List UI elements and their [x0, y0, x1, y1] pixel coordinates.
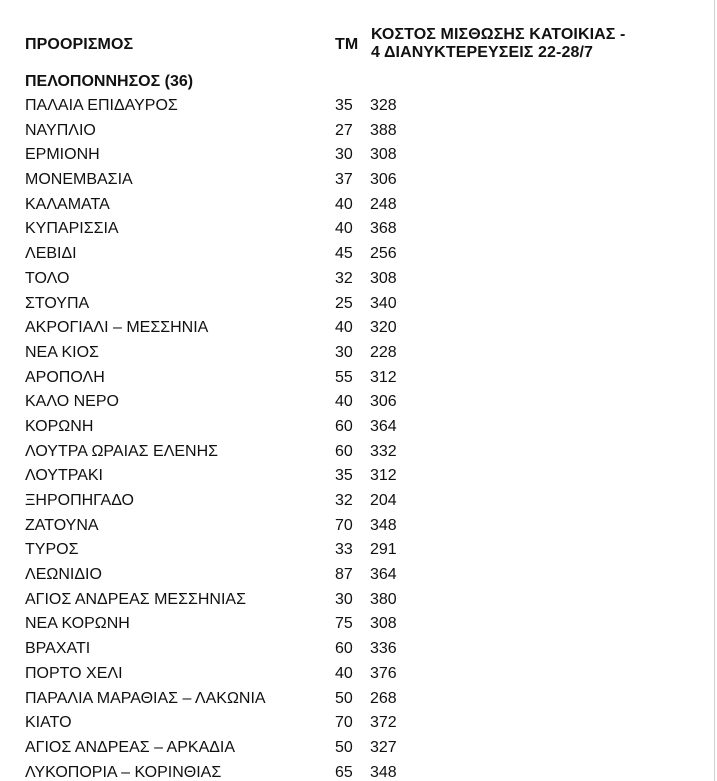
cost-value: 388	[370, 121, 397, 139]
table-row	[25, 292, 705, 317]
sqm-value: 50	[335, 689, 353, 707]
destination-name: ΛΥΚΟΠΟΡΙΑ – ΚΟΡΙΝΘΙΑΣ	[25, 763, 222, 781]
sqm-value: 37	[335, 171, 353, 189]
table-row	[25, 711, 705, 736]
table-row	[25, 736, 705, 761]
cost-value: 308	[370, 269, 397, 287]
sqm-value: 60	[335, 417, 353, 435]
destination-name: ΚΑΛΑΜΑΤΑ	[25, 195, 110, 213]
destination-name: ΚΟΡΩΝΗ	[25, 417, 94, 435]
sqm-value: 40	[335, 220, 353, 238]
sqm-value: 50	[335, 738, 353, 756]
table-row	[25, 489, 705, 514]
cost-value: 256	[370, 245, 397, 263]
header-cost	[371, 26, 701, 62]
cost-value: 380	[370, 590, 397, 608]
table-row	[25, 687, 705, 712]
sqm-value: 35	[335, 467, 353, 485]
table-row	[25, 563, 705, 588]
table-body	[25, 94, 705, 781]
cost-value: 348	[370, 516, 397, 534]
sqm-value: 40	[335, 393, 353, 411]
cost-value: 248	[370, 195, 397, 213]
region-heading: ΠΕΛΟΠΟΝΝΗΣΟΣ (36)	[25, 73, 194, 90]
cost-value: 336	[370, 640, 397, 658]
table-row	[25, 242, 705, 267]
cost-value: 204	[370, 492, 397, 509]
destination-name: ΚΑΛΟ ΝΕΡΟ	[25, 393, 119, 411]
header-destination: ΠΡΟΟΡΙΣΜΟΣ	[25, 36, 134, 53]
cost-value: 372	[370, 714, 397, 732]
destination-name: ΖΑΤΟΥΝΑ	[25, 516, 99, 534]
sqm-value: 45	[335, 245, 353, 263]
sqm-value: 30	[335, 590, 353, 608]
destination-name: ΚΥΠΑΡΙΣΣΙΑ	[25, 220, 119, 238]
table-row	[25, 415, 705, 440]
destination-name: ΑΡΟΠΟΛΗ	[25, 368, 105, 386]
table-row	[25, 662, 705, 687]
cost-value: 306	[370, 171, 397, 189]
cost-value: 320	[370, 319, 397, 337]
sqm-value: 25	[335, 294, 353, 312]
sqm-value: 60	[335, 640, 353, 658]
cost-value: 291	[370, 541, 397, 559]
table-row	[25, 588, 705, 613]
table-row	[25, 341, 705, 366]
table-row	[25, 94, 705, 119]
table-row	[25, 637, 705, 662]
cost-value: 368	[370, 220, 397, 238]
cost-value: 228	[370, 343, 397, 361]
sqm-value: 30	[335, 146, 353, 164]
table-row	[25, 143, 705, 168]
cost-value: 348	[370, 763, 397, 781]
destination-name: ΒΡΑΧΑΤΙ	[25, 640, 91, 658]
destination-name: ΑΓΙΟΣ ΑΝΔΡΕΑΣ ΜΕΣΣΗΝΙΑΣ	[25, 590, 246, 608]
destination-name: ΠΑΛΑΙΑ ΕΠΙΔΑΥΡΟΣ	[25, 97, 178, 114]
table-row	[25, 612, 705, 637]
table-row	[25, 193, 705, 218]
sqm-value: 60	[335, 442, 353, 460]
sqm-value: 40	[335, 319, 353, 337]
destination-name: ΚΙΑΤΟ	[25, 714, 72, 732]
table-row	[25, 464, 705, 489]
sqm-value: 35	[335, 97, 353, 114]
destination-name: ΤΥΡΟΣ	[25, 541, 79, 559]
cost-value: 312	[370, 368, 397, 386]
destination-name: ΠΟΡΤΟ ΧΕΛΙ	[25, 664, 123, 682]
table-row	[25, 440, 705, 465]
table-row	[25, 217, 705, 242]
destination-name: ΞΗΡΟΠΗΓΑΔΟ	[25, 492, 134, 509]
cost-value: 332	[370, 442, 397, 460]
sqm-value: 32	[335, 492, 353, 509]
header-cost-line2: 4 ΔΙΑΝΥΚΤΕΡΕΥΣΕΙΣ 22-28/7	[371, 44, 594, 61]
cost-value: 340	[370, 294, 397, 312]
destination-name: ΛΟΥΤΡΑΚΙ	[25, 467, 103, 485]
table-header	[25, 0, 705, 70]
destination-name: ΛΕΩΝΙΔΙΟ	[25, 566, 102, 584]
cost-value: 308	[370, 146, 397, 164]
table-row	[25, 267, 705, 292]
sqm-value: 40	[335, 195, 353, 213]
cost-value: 364	[370, 417, 397, 435]
sqm-value: 70	[335, 516, 353, 534]
sqm-value: 32	[335, 269, 353, 287]
cost-value: 376	[370, 664, 397, 682]
destination-name: ΣΤΟΥΠΑ	[25, 294, 90, 312]
table-row	[25, 761, 705, 781]
destination-name: ΑΓΙΟΣ ΑΝΔΡΕΑΣ – ΑΡΚΑΔΙΑ	[25, 738, 236, 756]
destination-name: ΜΟΝΕΜΒΑΣΙΑ	[25, 171, 133, 189]
table-row	[25, 390, 705, 415]
sqm-value: 65	[335, 763, 353, 781]
cost-value: 364	[370, 566, 397, 584]
cost-value: 327	[370, 738, 397, 756]
sqm-value: 40	[335, 664, 353, 682]
sqm-value: 30	[335, 343, 353, 361]
header-cost-line1: ΚΟΣΤΟΣ ΜΙΣΘΩΣΗΣ ΚΑΤΟΙΚΙΑΣ -	[371, 26, 626, 43]
destination-name: ΤΟΛΟ	[25, 269, 70, 287]
destination-name: ΕΡΜΙΟΝΗ	[25, 146, 100, 164]
cost-value: 308	[370, 615, 397, 633]
destination-name: ΝΕΑ ΚΙΟΣ	[25, 343, 99, 361]
cost-value: 328	[370, 97, 397, 114]
table-row	[25, 168, 705, 193]
sqm-value: 33	[335, 541, 353, 559]
cost-value: 312	[370, 467, 397, 485]
sqm-value: 27	[335, 121, 353, 139]
destination-name: ΝΕΑ ΚΟΡΩΝΗ	[25, 615, 130, 633]
cost-value: 306	[370, 393, 397, 411]
destination-name: ΛΕΒΙΔΙ	[25, 245, 77, 263]
destination-name: ΑΚΡΟΓΙΑΛΙ – ΜΕΣΣΗΝΙΑ	[25, 319, 209, 337]
sqm-value: 55	[335, 368, 353, 386]
sqm-value: 70	[335, 714, 353, 732]
destination-name: ΠΑΡΑΛΙΑ ΜΑΡΑΘΙΑΣ – ΛΑΚΩΝΙΑ	[25, 689, 266, 707]
table-row	[25, 366, 705, 391]
table-row	[25, 119, 705, 144]
sqm-value: 87	[335, 566, 353, 584]
table-row	[25, 538, 705, 563]
table-row	[25, 514, 705, 539]
header-sqm: ΤΜ	[335, 36, 359, 53]
rental-cost-table	[25, 0, 705, 781]
sqm-value: 75	[335, 615, 353, 633]
destination-name: ΝΑΥΠΛΙΟ	[25, 121, 96, 139]
cost-value: 268	[370, 689, 397, 707]
table-row	[25, 316, 705, 341]
destination-name: ΛΟΥΤΡΑ ΩΡΑΙΑΣ ΕΛΕΝΗΣ	[25, 442, 219, 460]
